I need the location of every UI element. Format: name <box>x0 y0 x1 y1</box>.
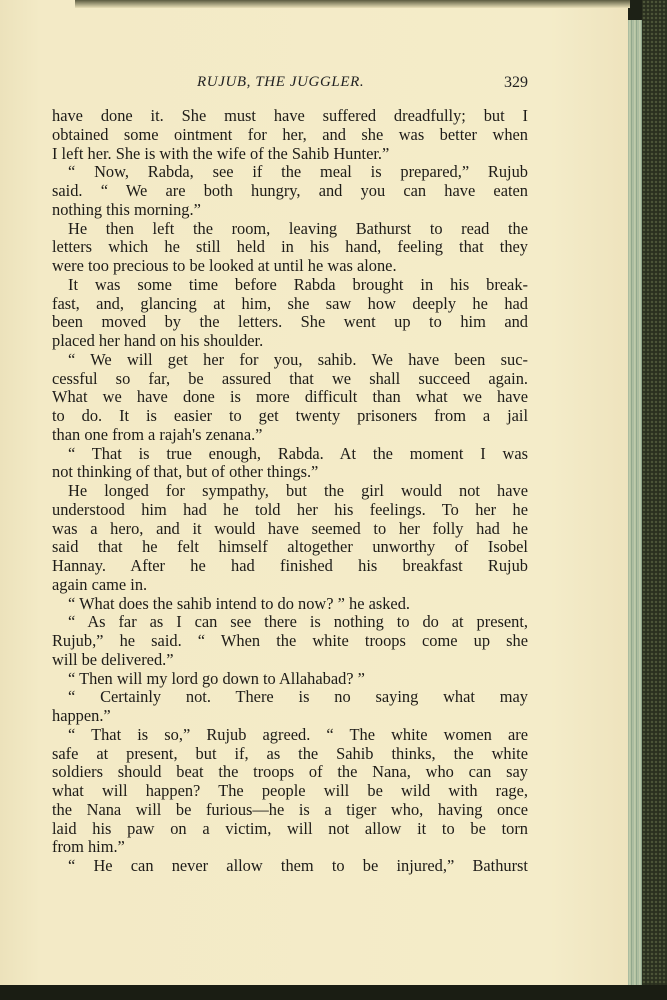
paragraph <box>52 220 528 276</box>
paragraph <box>52 726 528 857</box>
paragraph <box>52 276 528 351</box>
text-line: fast, and, glancing at him, she saw how deeply he had <box>52 294 528 313</box>
text-line: I left her. She is with the wife of the Sahib Hunter.” <box>52 143 390 163</box>
text-line: “ Certainly not. There is no saying what may <box>68 688 528 707</box>
text-line: again came in. <box>52 574 148 594</box>
page-number: 329 <box>504 74 528 91</box>
text-line: the Nana will be furious—he is a tiger who, having once <box>52 800 528 819</box>
text-line: nothing this morning.” <box>52 199 201 219</box>
text-line: safe at present, but if, as the Sahib thinks, the white <box>52 744 528 763</box>
paragraph <box>52 670 528 689</box>
book-cover <box>642 0 667 1000</box>
text-line: cessful so far, be assured that we shall succeed again. <box>52 369 528 388</box>
text-line: He then left the room, leaving Bathurst to read the <box>68 219 528 238</box>
paragraph <box>52 445 528 483</box>
text-line: said. “ We are both hungry, and you can have eaten <box>52 182 528 200</box>
running-title: RUJUB, THE JUGGLER. <box>197 74 365 90</box>
text-line: were too precious to be looked at until he was alone. <box>52 256 397 275</box>
text-line: not thinking of that, but of other things.” <box>52 462 319 482</box>
paragraph <box>52 107 528 163</box>
text-line: to do. It is easier to get twenty prisoners from a jail <box>52 407 528 425</box>
paragraph <box>52 595 528 614</box>
text-line: “ We will get her for you, sahib. We have been suc- <box>68 350 528 369</box>
text-line: He longed for sympathy, but the girl would not have <box>68 482 528 500</box>
text-line: soldiers should beat the troops of the Nana, who can say <box>52 763 528 782</box>
text-line: was a hero, and it would have seemed to her folly had he <box>52 519 528 538</box>
text-line: than one from a rajah's zenana.” <box>52 424 263 444</box>
text-line: Hannay. After he had finished his breakfast Rujub <box>52 557 528 575</box>
text-line: have done it. She must have suffered dreadfully; but I <box>52 107 528 125</box>
text-line: “ He can never allow them to be injured,” Bathurst <box>68 857 528 875</box>
text-line: “ That is true enough, Rabda. At the moment I was <box>68 444 528 463</box>
paragraph <box>52 163 528 219</box>
text-line: been moved by the letters. She went up to him and <box>52 313 528 332</box>
paragraph <box>52 351 528 445</box>
text-line: letters which he still held in his hand, feeling that they <box>52 238 528 257</box>
text-line: from him.” <box>52 837 125 857</box>
text-line: It was some time before Rabda brought in his break- <box>68 275 528 294</box>
page-header <box>52 74 528 94</box>
body-text <box>52 107 528 876</box>
page-edges <box>628 20 642 985</box>
text-line: “ That is so,” Rujub agreed. “ The white women are <box>68 725 528 744</box>
paragraph <box>52 613 528 669</box>
text-line: “ Now, Rabda, see if the meal is prepared,” Rujub <box>68 163 528 182</box>
text-line: “ What does the sahib intend to do now? ” he asked. <box>68 593 410 613</box>
paragraph <box>52 688 528 726</box>
paragraph <box>52 482 528 595</box>
text-line: Rujub,” he said. “ When the white troops come up she <box>52 632 528 650</box>
text-line: said that he felt himself altogether unworthy of Isobel <box>52 538 528 557</box>
text-line: “ As far as I can see there is nothing to do at present, <box>68 613 528 632</box>
text-line: laid his paw on a victim, will not allow it to be torn <box>52 819 528 838</box>
text-line: obtained some ointment for her, and she was better when <box>52 125 528 144</box>
text-line: happen.” <box>52 706 111 725</box>
bottom-border <box>0 985 667 1000</box>
text-line: will be delivered.” <box>52 649 174 669</box>
text-line: “ Then will my lord go down to Allahabad? ” <box>68 668 365 688</box>
text-line: What we have done is more difficult than what we have <box>52 388 528 407</box>
text-line: placed her hand on his shoulder. <box>52 331 264 350</box>
page-top-shadow <box>75 0 630 8</box>
paragraph <box>52 857 528 876</box>
text-line: what will happen? The people will be wild with rage, <box>52 782 528 800</box>
text-line: understood him had he told her his feelings. To her he <box>52 500 528 519</box>
